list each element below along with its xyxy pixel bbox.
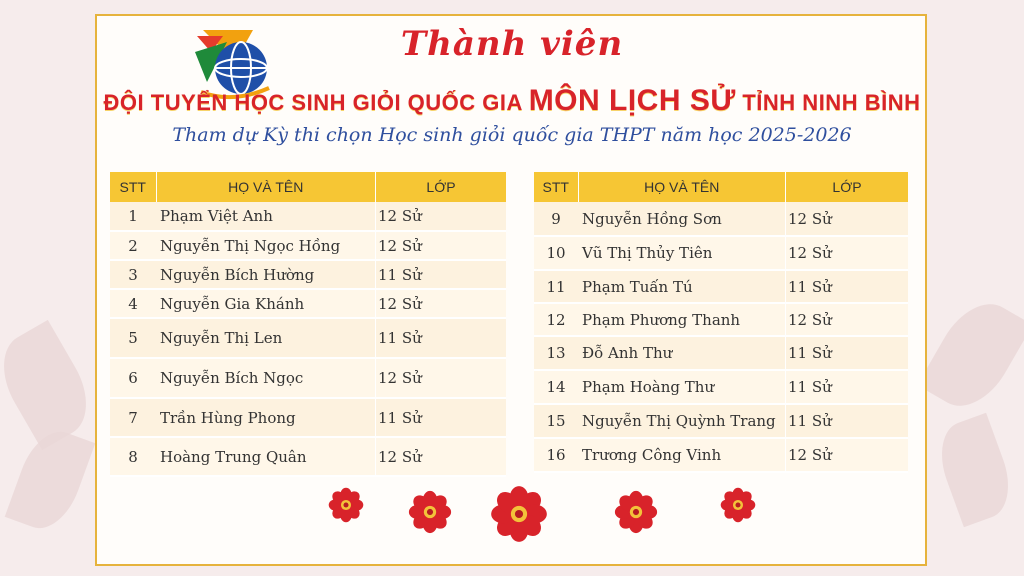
- red-flower-icon: [408, 490, 452, 534]
- cell-class: 11 Sử: [786, 404, 909, 438]
- red-flower-icon: [490, 485, 548, 543]
- cell-stt: 16: [534, 438, 578, 472]
- title-main-subject: MÔN LỊCH SỬ: [528, 84, 736, 117]
- cell-class: 11 Sử: [786, 370, 909, 404]
- background-leaf: [5, 423, 96, 537]
- cell-stt: 7: [110, 398, 156, 437]
- cell-name: Nguyễn Thị Ngọc Hồng: [156, 231, 376, 260]
- table-header-row: [110, 172, 506, 202]
- cell-stt: 1: [110, 202, 156, 231]
- cell-class: 12 Sử: [786, 303, 909, 336]
- cell-stt: 5: [110, 318, 156, 358]
- cell-name: Nguyễn Bích Hường: [156, 260, 376, 289]
- table-row: [110, 437, 506, 476]
- table-row: [110, 289, 506, 318]
- background-leaf: [930, 413, 1021, 527]
- cell-class: 12 Sử: [786, 438, 909, 472]
- cell-stt: 11: [534, 270, 578, 303]
- cell-stt: 13: [534, 336, 578, 370]
- cell-name: Nguyễn Gia Khánh: [156, 289, 376, 318]
- table-row: [534, 438, 908, 472]
- background-leaf: [0, 320, 103, 450]
- red-flower-icon: [614, 490, 658, 534]
- cell-name: Hoàng Trung Quân: [156, 437, 376, 476]
- cell-class: 12 Sử: [786, 202, 909, 236]
- header-name: HỌ VÀ TÊN: [156, 172, 376, 202]
- cell-class: 12 Sử: [376, 289, 507, 318]
- cell-class: 12 Sử: [376, 437, 507, 476]
- table-row: [534, 370, 908, 404]
- cell-name: Phạm Phương Thanh: [578, 303, 786, 336]
- cell-name: Nguyễn Hồng Sơn: [578, 202, 786, 236]
- students-table-left: [110, 172, 506, 477]
- cell-class: 11 Sử: [376, 260, 507, 289]
- table-row: [534, 202, 908, 236]
- cell-stt: 8: [110, 437, 156, 476]
- table-row: [110, 318, 506, 358]
- table-row: [110, 202, 506, 231]
- table-row: [534, 236, 908, 270]
- cell-name: Nguyễn Thị Len: [156, 318, 376, 358]
- cell-stt: 10: [534, 236, 578, 270]
- cell-stt: 14: [534, 370, 578, 404]
- cell-stt: 9: [534, 202, 578, 236]
- red-flower-icon: [328, 487, 364, 523]
- page-title-script: Thành viên: [400, 24, 624, 64]
- cell-stt: 4: [110, 289, 156, 318]
- title-main-post: TỈNH NINH BÌNH: [735, 90, 921, 115]
- cell-name: Trương Công Vinh: [578, 438, 786, 472]
- cell-class: 12 Sử: [376, 358, 507, 398]
- red-flower-icon: [720, 487, 756, 523]
- cell-class: 12 Sử: [786, 236, 909, 270]
- header-class: LỚP: [376, 172, 507, 202]
- page-subtitle: Tham dự Kỳ thi chọn Học sinh giỏi quốc gia THPT năm học 2025-2026: [172, 124, 852, 146]
- header-class: LỚP: [786, 172, 909, 202]
- cell-stt: 6: [110, 358, 156, 398]
- table-row: [534, 404, 908, 438]
- table-row: [534, 270, 908, 303]
- students-table-right: [534, 172, 908, 473]
- table-row: [110, 358, 506, 398]
- page-title-main: [0, 84, 1024, 118]
- cell-stt: 12: [534, 303, 578, 336]
- cell-class: 12 Sử: [376, 231, 507, 260]
- cell-stt: 2: [110, 231, 156, 260]
- cell-name: Đỗ Anh Thư: [578, 336, 786, 370]
- table-header-row: [534, 172, 908, 202]
- table-row: [534, 303, 908, 336]
- header-stt: STT: [110, 172, 156, 202]
- cell-name: Phạm Tuấn Tú: [578, 270, 786, 303]
- cell-name: Vũ Thị Thủy Tiên: [578, 236, 786, 270]
- header-stt: STT: [534, 172, 578, 202]
- cell-name: Trần Hùng Phong: [156, 398, 376, 437]
- cell-stt: 15: [534, 404, 578, 438]
- cell-name: Nguyễn Bích Ngọc: [156, 358, 376, 398]
- cell-name: Phạm Hoàng Thư: [578, 370, 786, 404]
- header-name: HỌ VÀ TÊN: [578, 172, 786, 202]
- cell-name: Nguyễn Thị Quỳnh Trang: [578, 404, 786, 438]
- cell-class: 11 Sử: [376, 398, 507, 437]
- title-main-pre: ĐỘI TUYỂN HỌC SINH GIỎI QUỐC GIA: [103, 90, 529, 115]
- table-row: [110, 260, 506, 289]
- cell-name: Phạm Việt Anh: [156, 202, 376, 231]
- cell-class: 12 Sử: [376, 202, 507, 231]
- table-row: [110, 231, 506, 260]
- table-row: [534, 336, 908, 370]
- background-leaf: [917, 290, 1024, 420]
- table-row: [110, 398, 506, 437]
- cell-stt: 3: [110, 260, 156, 289]
- cell-class: 11 Sử: [376, 318, 507, 358]
- cell-class: 11 Sử: [786, 270, 909, 303]
- cell-class: 11 Sử: [786, 336, 909, 370]
